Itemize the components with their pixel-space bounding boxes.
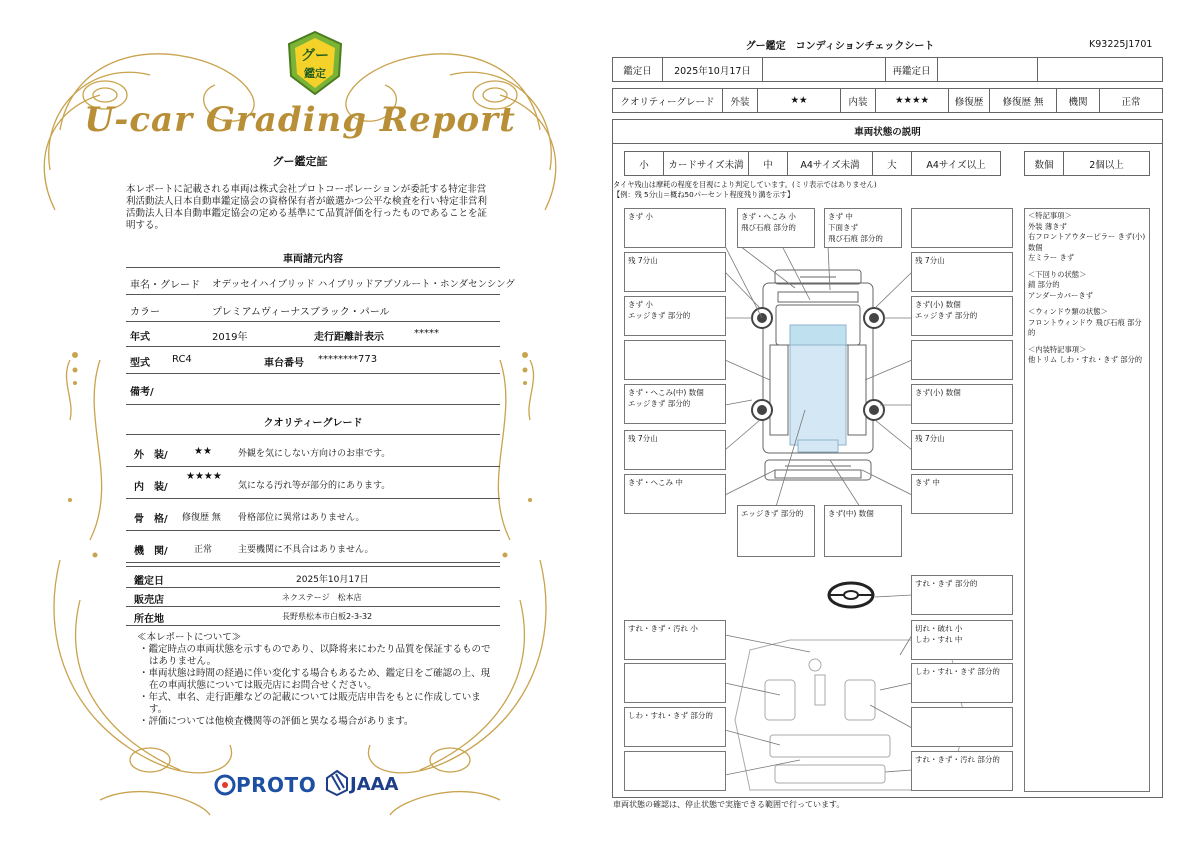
- quality-engine-value: 正常: [194, 545, 213, 555]
- interior-box-trim-left: [624, 751, 726, 791]
- engine-label: 機関: [1056, 88, 1100, 113]
- goo-kantei-badge: [285, 30, 345, 96]
- spec-row-year: [126, 322, 500, 347]
- quality-row-frame: [126, 499, 500, 531]
- tire-front-right: 残 7分山: [911, 252, 1013, 292]
- spec-row-model: [126, 347, 500, 374]
- appraisal-row-shop: [126, 588, 500, 607]
- legend-mid-desc: A4サイズ未満: [787, 151, 873, 176]
- ext-label: 外装: [722, 88, 758, 113]
- spec-model-value: RC4: [172, 354, 192, 365]
- jaaa-logo: JAAA: [350, 774, 399, 795]
- note-item: ・評価については他検査機関等の評価と異なる場合があります。: [139, 716, 414, 727]
- exterior-box-right-quarter: きず 中: [911, 474, 1013, 514]
- script-title: U-car Grading Report: [84, 100, 516, 140]
- spec-year-label: 年式: [130, 332, 150, 343]
- quality-interior-text: 気になる汚れ等が部分的にあります。: [238, 481, 391, 491]
- quality-heading: クオリティーグレード: [263, 418, 363, 429]
- exterior-box-rear-left: エッジきず 部分的: [737, 505, 815, 557]
- report-notes: [137, 632, 492, 728]
- notes-line: 他トリム しわ・すれ・きず 部分的: [1028, 355, 1143, 364]
- quality-engine-text: 主要機関に不具合はありません。: [238, 545, 374, 555]
- exterior-box-front-center-right: きず 中 下面きず 飛び石痕 部分的: [824, 208, 902, 248]
- spec-mileage-label: 走行距離計表示: [314, 332, 384, 343]
- interior-box-front-seat-left: [624, 663, 726, 703]
- legend-mid: 中: [748, 151, 788, 176]
- interior-box-trim-right: すれ・きず・汚れ 部分的: [911, 751, 1013, 791]
- appraisal-date-value: 2025年10月17日: [296, 575, 369, 585]
- quality-row-interior: [126, 467, 500, 499]
- spec-color-label: カラー: [130, 307, 160, 318]
- repair-value: 修復歴 無: [989, 88, 1057, 113]
- quality-exterior-text: 外観を気にしない方向けのお車です。: [238, 449, 391, 459]
- appraisal-row-address: [126, 607, 500, 626]
- notes-line: 外装 薄きず: [1028, 221, 1067, 231]
- spec-row-color: [126, 295, 500, 322]
- repair-label: 修復歴: [948, 88, 990, 113]
- appraisal-address-value: 長野県松本市白板2-3-32: [282, 612, 373, 621]
- spec-remarks-label: 備考/: [130, 387, 154, 398]
- notes-line: 錆 部分的: [1028, 280, 1060, 289]
- spec-mileage-value: *****: [414, 328, 439, 339]
- notes-line: フロントウィンドウ 飛び石痕 部分的: [1028, 317, 1142, 337]
- certificate-text: 本レポートに記載される車両は株式会社プロトコーポレーションが委託する特定非営利活動法人日本自動車鑑定協会の資格保有者が厳選かつ公平な検査を行い特定非営利活動法人日本自動車鑑定協会の定める基準にて品質評価を行ったものであることを証明する。: [126, 184, 488, 231]
- tire-rear-left: 残 7分山: [624, 430, 726, 470]
- date-value: 2025年10月17日: [662, 57, 763, 82]
- exterior-box-rear-right: きず(中) 数個: [824, 505, 902, 557]
- badge-line1: グー: [301, 48, 329, 64]
- notes-line: ＜ウィンドウ類の状態＞: [1028, 307, 1108, 316]
- appraisal-row-date: [126, 567, 500, 588]
- spec-model-label: 型式: [130, 358, 150, 369]
- notes-heading: ≪本レポートについて≫: [137, 632, 242, 643]
- tire-rear-right: 残 7分山: [911, 430, 1013, 470]
- sheet-id: K93225J1701: [1089, 39, 1153, 50]
- exterior-box-left-rear-door: きず・へこみ(中) 数個 エッジきず 部分的: [624, 384, 726, 424]
- quality-exterior-label: 外 装/: [134, 450, 168, 461]
- quality-row-exterior: [126, 435, 500, 467]
- interior-box-rear-seat-left: しわ・すれ・きず 部分的: [624, 707, 726, 747]
- legend-count: 数個: [1024, 151, 1064, 176]
- spec-row-name: [126, 268, 515, 295]
- notes-line: アンダーカバーきず: [1028, 290, 1093, 300]
- notes-line: 左ミラー きず: [1028, 253, 1075, 262]
- reappraisal-label: 再鑑定日: [885, 57, 938, 82]
- certificate-heading: グー鑑定証: [272, 155, 328, 168]
- exterior-box-left-quarter: きず・へこみ 中: [624, 474, 726, 514]
- car-top-view: [763, 270, 873, 480]
- quality-row-engine: [126, 531, 500, 563]
- legend-count-desc: 2個以上: [1063, 151, 1150, 176]
- quality-interior-stars: ★★★★: [186, 471, 222, 482]
- notes-line: 右フロントアウターピラー きず(小) 数個: [1028, 232, 1146, 252]
- interior-box-rear-seat-right: [911, 707, 1013, 747]
- exterior-box-right-fender: きず(小) 数個 エッジきず 部分的: [911, 296, 1013, 336]
- sheet-title: グー鑑定 コンディションチェックシート: [745, 41, 935, 52]
- tire-note-1: タイヤ残山は摩耗の程度を目視により判定しています。(ミリ表示ではありません): [613, 180, 877, 189]
- tire-front-left: 残 7分山: [624, 252, 726, 292]
- exterior-box-right-rear-door: きず(小) 数個: [911, 384, 1013, 424]
- quality-frame-value: 修復歴 無: [182, 513, 221, 523]
- spec-color-value: プレミアムヴィーナスブラック・パール: [212, 307, 390, 318]
- spec-name-label: 車名・グレード: [130, 280, 200, 291]
- proto-logo: PROTO: [236, 773, 317, 797]
- exterior-box-right-door: [911, 340, 1013, 380]
- exterior-box-front-left: きず 小: [624, 208, 726, 248]
- badge-line2: 鑑定: [304, 67, 326, 80]
- quality-interior-label: 内 装/: [134, 482, 168, 493]
- interior-box-dash-left: すれ・きず・汚れ 小: [624, 620, 726, 660]
- spec-name-value: オデッセイハイブリッド ハイブリッドアブソルート・ホンダセンシング: [212, 279, 515, 290]
- notes-line: ＜特記事項＞: [1028, 211, 1072, 220]
- interior-box-dash-right: 切れ・破れ 小 しわ・すれ 中: [911, 620, 1013, 660]
- int-value: ★★★★: [875, 88, 949, 113]
- engine-value: 正常: [1099, 88, 1163, 113]
- note-item: ・年式、車名、走行距離などの記載については販売店申告をもとに作成しています。: [139, 692, 481, 715]
- spec-chassis-label: 車台番号: [264, 358, 304, 369]
- quality-frame-text: 骨格部位に異常はありません。: [238, 513, 365, 523]
- note-item: ・車両状態は時間の経過に伴い変化する場合もあるため、鑑定日をご確認の上、現在の車両状態については販売店にお問合せください。: [139, 668, 491, 691]
- special-notes-box: [1024, 208, 1150, 792]
- tire-note-2: 【例：残 5分山＝概ね50パーセント程度残り溝を示す】: [613, 190, 795, 199]
- condition-check-sheet: [600, 0, 1200, 848]
- notes-line: ＜下回りの状態＞: [1028, 269, 1087, 279]
- ext-value: ★★: [757, 88, 841, 113]
- quality-exterior-stars: ★★: [194, 446, 212, 457]
- proto-logo-icon: [214, 773, 236, 797]
- spec-row-remarks: [126, 374, 500, 405]
- int-label: 内装: [840, 88, 876, 113]
- legend-small-desc: カードサイズ未満: [663, 151, 749, 176]
- jaaa-logo-icon: [326, 770, 348, 796]
- exterior-box-front-right: [911, 208, 1013, 248]
- grade-label: クオリティーグレード: [612, 88, 723, 113]
- spec-heading: 車両諸元内容: [283, 254, 343, 265]
- quality-frame-label: 骨 格/: [134, 514, 168, 525]
- legend-large: 大: [872, 151, 912, 176]
- interior-box-front-seat-right: しわ・すれ・きず 部分的: [911, 663, 1013, 703]
- quality-engine-label: 機 関/: [134, 546, 168, 557]
- sheet-footer: 車両状態の確認は、停止状態で実施できる範囲で行っています。: [613, 800, 845, 809]
- spec-chassis-value: ********773: [318, 354, 378, 365]
- spec-year-value: 2019年: [212, 332, 248, 343]
- steering-wheel-icon: [829, 583, 873, 607]
- appraisal-shop-label: 販売店: [134, 595, 164, 606]
- section-title: 車両状態の説明: [612, 119, 1163, 144]
- legend-small: 小: [624, 151, 664, 176]
- legend-large-desc: A4サイズ以上: [911, 151, 1001, 176]
- date-label: 鑑定日: [612, 57, 663, 82]
- exterior-box-front-center-left: きず・へこみ 小 飛び石痕 部分的: [737, 208, 815, 248]
- interior-box-steering: すれ・きず 部分的: [911, 575, 1013, 615]
- appraisal-shop-value: ネクステージ 松本店: [282, 593, 362, 602]
- exterior-box-left-door: [624, 340, 726, 380]
- appraisal-address-label: 所在地: [134, 614, 164, 625]
- note-item: ・鑑定時点の車両状態を示すものであり、以降将来にわたり品質を保証するものではありません。: [139, 644, 491, 667]
- exterior-box-left-fender: きず 小 エッジきず 部分的: [624, 296, 726, 336]
- notes-line: ＜内装特記事項＞: [1028, 344, 1087, 354]
- appraisal-date-label: 鑑定日: [134, 576, 164, 587]
